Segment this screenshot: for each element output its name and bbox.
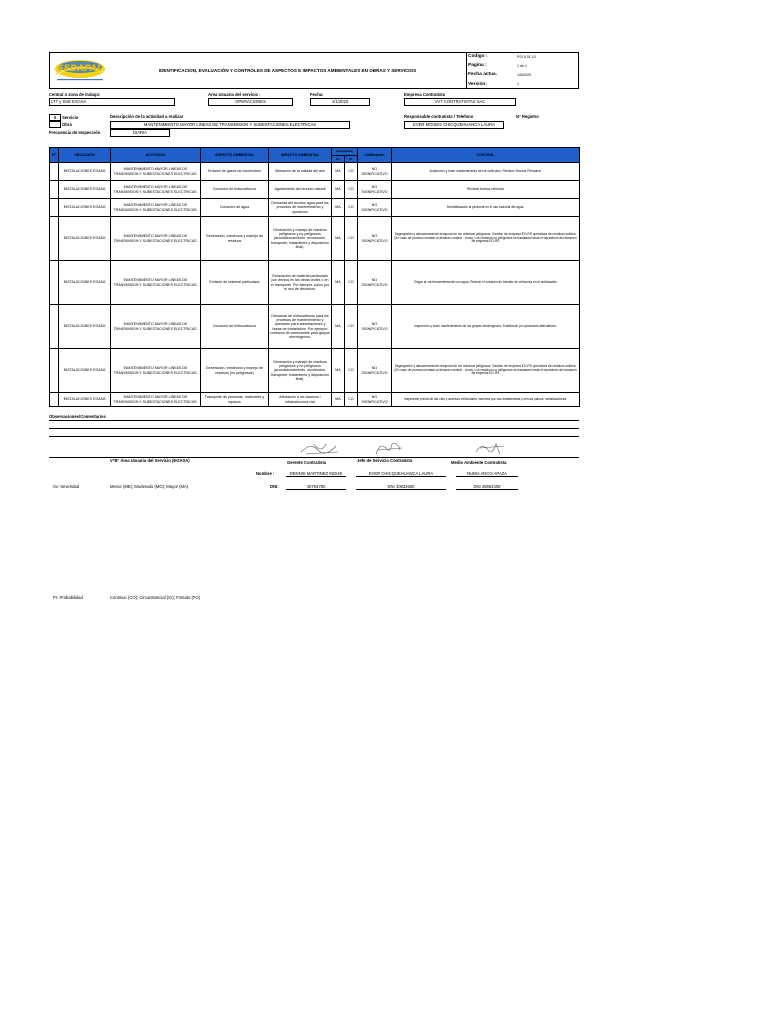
document-title: IDENTIFICACION, EVALUACIÓN Y CONTROLES DE ASPECTOS E IMPACTOS AMBIENTALES EN OBRAS Y SERVICIOS bbox=[158, 68, 417, 73]
cell-impacto: Generación y manejo de residuos peligrosos y no peligrosos (acondicionamiento, recolección, transporte, tratamiento y disposición final). bbox=[269, 217, 332, 261]
meta-version: Versión: 1 bbox=[468, 81, 519, 87]
medio-dni: DNI 45664308 bbox=[456, 484, 518, 490]
table-row bbox=[50, 393, 580, 407]
cell-calificacion: NO SIGNIFICATIVO bbox=[358, 181, 392, 199]
descripcion-label: Descripción de la actividad a realizar bbox=[110, 114, 184, 119]
registro-label: N° Registro bbox=[516, 114, 539, 119]
cell-actividad: MANTENIMIENTO MAYOR LINEAS DE TRANSMISION Y SUBESTACIONES ELECTRICAS. bbox=[111, 349, 201, 393]
cell-ubicacion: INSTALACIONES EGASA bbox=[59, 349, 111, 393]
cell-pr: CO bbox=[345, 261, 358, 305]
cell-pr: CO bbox=[345, 181, 358, 199]
cell-ubicacion: INSTALACIONES EGASA bbox=[59, 199, 111, 217]
header-sv: Sv bbox=[332, 155, 345, 163]
meta-page: Pagina : 1 de 1 bbox=[468, 63, 527, 69]
gerente-dni: 40764780 bbox=[286, 484, 346, 490]
table-row bbox=[50, 349, 580, 393]
cell-control: Inspección y buen mantenimiento de los vehiculos. Revisión Tecnica Periodica. bbox=[392, 163, 580, 181]
header-ubicacion: UBICACIÓN bbox=[59, 148, 111, 163]
empresa-label: Empresa Contratista bbox=[404, 92, 445, 97]
cell-pr: CO bbox=[345, 349, 358, 393]
centro-field[interactable]: LTT y SSE EGASA bbox=[49, 98, 175, 106]
obra-label: Obra bbox=[62, 122, 72, 127]
cell-pr: CO bbox=[345, 163, 358, 181]
obra-checkbox[interactable] bbox=[49, 121, 61, 128]
cell-impacto: Generación y manejo de residuos peligrosos y no peligrosos (acondicionamiento, recolección, transporte, tratamiento y disposición final). bbox=[269, 349, 332, 393]
servicio-checkbox[interactable]: X bbox=[49, 114, 61, 121]
table-row bbox=[50, 181, 580, 199]
cell-calificacion: NO SIGNIFICATIVO bbox=[358, 261, 392, 305]
cell-actividad: MANTENIMIENTO MAYOR LINEAS DE TRANSMISION Y SUBESTACIONES ELECTRICAS. bbox=[111, 305, 201, 349]
header-aspecto: ASPECTO AMBIENTAL bbox=[201, 148, 269, 163]
cell-aspecto: Generación, existencia y manejo de residuos (no peligrosos) bbox=[201, 349, 269, 393]
aspects-table bbox=[49, 147, 580, 407]
cell-actividad: MANTENIMIENTO MAYOR LINEAS DE TRANSMISION Y SUBESTACIONES ELECTRICAS. bbox=[111, 181, 201, 199]
jefe-signature bbox=[370, 440, 410, 458]
cell-calificacion: NO SIGNIFICATIVO bbox=[358, 199, 392, 217]
nombre-label: Nombre : bbox=[256, 471, 275, 476]
cell-pr: CO bbox=[345, 305, 358, 349]
header-impacto: IMPACTO AMBIENTAL bbox=[269, 148, 332, 163]
cell-sv: MA bbox=[332, 305, 345, 349]
cell-actividad: MANTENIMIENTO MAYOR LINEAS DE TRANSMISION Y SUBESTACIONES ELECTRICAS. bbox=[111, 163, 201, 181]
medio-name: NUBIA ANCO APAZA bbox=[456, 471, 518, 477]
legend-sv-text: Menor (ME); Moderado (MO); Mayor (MA) bbox=[110, 484, 189, 489]
header-actividad: ACTIVIDAD bbox=[111, 148, 201, 163]
header-num: N° bbox=[50, 148, 59, 163]
header-pr: Pr bbox=[345, 155, 358, 163]
meta-code: Código : PSI 5.01.10 bbox=[468, 54, 536, 60]
centro-label: Central o zona de trabajo: bbox=[49, 92, 101, 97]
cell-num bbox=[50, 393, 59, 407]
cell-num bbox=[50, 163, 59, 181]
cell-ubicacion: INSTALACIONES EGASA bbox=[59, 305, 111, 349]
table-row bbox=[50, 163, 580, 181]
table-row bbox=[50, 217, 580, 261]
cell-num bbox=[50, 349, 59, 393]
area-label: Area Usuaria del servicio : bbox=[208, 92, 261, 97]
dni-label: DNI: bbox=[270, 484, 279, 489]
frecuencia-label: Frecuencia de Inspección bbox=[49, 130, 101, 135]
frecuencia-field[interactable]: DIARIA bbox=[110, 129, 170, 137]
cell-control: Segregación y almacenamiento temporal de los residuos peligrosos. Gestión de empresa EO-RS operadora de residuos sólidos. (En caso de proceso mutado al almacen central - Lima). Los residuos no peligrosos se trasladan hasta el repositorio del almacen de empresa EO-RS bbox=[392, 349, 580, 393]
vb-label: V°B° Área Usuaria del Servicio (EGASA) bbox=[110, 458, 190, 463]
descripcion-field[interactable]: MANTENIMIENTO MAYOR LINEAS DE TRANSMISION Y SUBESTACIONES ELECTRICAS bbox=[110, 121, 350, 129]
empresa-field[interactable]: VVT CONTRATISTAS SAC bbox=[404, 98, 516, 106]
cell-control: Inspección y buen mantenimiento de los grupos electrógenos. Sustitución por productos alternativos. bbox=[392, 305, 580, 349]
table-row bbox=[50, 261, 580, 305]
observaciones-line-2 bbox=[49, 428, 579, 429]
cell-impacto: Afectación a los accesos / infraestructura vial bbox=[269, 393, 332, 407]
cell-pr: CO bbox=[345, 393, 358, 407]
cell-actividad: MANTENIMIENTO MAYOR LINEAS DE TRANSMISION Y SUBESTACIONES ELECTRICAS. bbox=[111, 393, 201, 407]
gerente-name: DENNIS MARTINEZ INDHE bbox=[286, 471, 346, 477]
header-evaluacion: Evaluación bbox=[332, 148, 358, 156]
cell-control: Segregación y almacenamiento temporal de los residuos peligrosos. Gestión de empresa EO-RS operadora de residuos sólidos. (En caso de proceso mutado al almacen central - Lima). Los residuos no peligrosos se trasladan hasta el repositorio del almacen de empresa EO-RS bbox=[392, 217, 580, 261]
legend-pr-label: Pr: Probabilidad bbox=[53, 595, 83, 600]
cell-ubicacion: INSTALACIONES EGASA bbox=[59, 217, 111, 261]
table-row bbox=[50, 199, 580, 217]
jefe-name: EVER CHICQUEHUANCA LAURA bbox=[356, 471, 446, 477]
responsable-field[interactable]: EVER MOISES CHICQUEHUANCA LAURA bbox=[404, 121, 504, 129]
legend-pr-text: Continuo (CO); Circunstancial (CI); Fortuito (FO) bbox=[110, 595, 201, 600]
servicio-label: Servicio bbox=[62, 115, 79, 120]
cell-impacto: Demanda del recurso agua para los procesos de mantenimiento y operación bbox=[269, 199, 332, 217]
cell-num bbox=[50, 199, 59, 217]
cell-calificacion: NO SIGNIFICATIVO bbox=[358, 393, 392, 407]
cell-aspecto: Generación, existencia y manejo de residuos bbox=[201, 217, 269, 261]
cell-sv: MA bbox=[332, 349, 345, 393]
cell-sv: MA bbox=[332, 261, 345, 305]
medio-signature bbox=[470, 440, 510, 458]
cell-num bbox=[50, 181, 59, 199]
meta-date: Fecha actua. 1/5/2020 bbox=[468, 72, 531, 78]
cell-calificacion: NO SIGNIFICATIVO bbox=[358, 217, 392, 261]
fecha-field[interactable]: 1/1/2020 bbox=[310, 98, 370, 106]
header-control: CONTROL bbox=[392, 148, 580, 163]
observaciones-line-3 bbox=[49, 436, 579, 437]
cell-actividad: MANTENIMIENTO MAYOR LINEAS DE TRANSMISION Y SUBESTACIONES ELECTRICAS. bbox=[111, 217, 201, 261]
jefe-dni: DNI 40832600 bbox=[356, 484, 446, 490]
company-logo bbox=[51, 54, 109, 87]
table-row bbox=[50, 305, 580, 349]
jefe-label: Jefe de Servicio Contratista bbox=[357, 458, 413, 463]
cell-aspecto: Consumo de hidrocarburos bbox=[201, 181, 269, 199]
cell-num bbox=[50, 261, 59, 305]
cell-calificacion: NO SIGNIFICATIVO bbox=[358, 305, 392, 349]
cell-calificacion: NO SIGNIFICATIVO bbox=[358, 163, 392, 181]
cell-impacto: Demanda de hidrocarburos para los procesos de mantenimiento y operación para subestaciones y líneas de transmisión. Por ejemplo: consumo de combustible para grupos electrógenos. bbox=[269, 305, 332, 349]
cell-impacto: Alteración de la calidad del aire bbox=[269, 163, 332, 181]
cell-num bbox=[50, 217, 59, 261]
cell-control: Regar la vía frecuentemente con agua. Reducir el volumen de tránsito de vehículos en el actividades bbox=[392, 261, 580, 305]
cell-control: Inspección previa de las vías y accesos vehiculares, barridos por uso establecidas y cercos parcos, señalizaciones. bbox=[392, 393, 580, 407]
cell-aspecto: Consumo de hidrocarburos bbox=[201, 305, 269, 349]
cell-sv: MA bbox=[332, 217, 345, 261]
cell-control: Revisión tecnica vehicular bbox=[392, 181, 580, 199]
cell-aspecto: Emisión de material particulado bbox=[201, 261, 269, 305]
cell-pr: CO bbox=[345, 217, 358, 261]
cell-sv: MA bbox=[332, 393, 345, 407]
cell-aspecto: Transporte de personas, materiales y equipos bbox=[201, 393, 269, 407]
cell-actividad: MANTENIMIENTO MAYOR LINEAS DE TRANSMISION Y SUBESTACIONES ELECTRICAS. bbox=[111, 199, 201, 217]
fecha-label: Fecha: bbox=[310, 92, 324, 97]
header-calificacion: Calificación bbox=[358, 148, 392, 163]
cell-control: Sensibilización al personal en el uso racional del agua. bbox=[392, 199, 580, 217]
cell-ubicacion: INSTALACIONES EGASA bbox=[59, 181, 111, 199]
svg-text:SEDAPAL: SEDAPAL bbox=[57, 64, 103, 74]
cell-sv: MA bbox=[332, 199, 345, 217]
cell-num bbox=[50, 305, 59, 349]
cell-ubicacion: INSTALACIONES EGASA bbox=[59, 163, 111, 181]
cell-sv: MA bbox=[332, 163, 345, 181]
observaciones-label: Observaciones/Comentarios bbox=[49, 414, 106, 419]
responsable-label: Responsable contratista / Telefono bbox=[404, 114, 474, 119]
document-meta bbox=[466, 52, 579, 89]
gerente-label: Gerente Contratista bbox=[287, 460, 327, 465]
cell-calificacion: NO SIGNIFICATIVO bbox=[358, 349, 392, 393]
medio-label: Medio Ambiente Contratista bbox=[451, 460, 507, 465]
cell-actividad: MANTENIMIENTO MAYOR LINEAS DE TRANSMISION Y SUBESTACIONES ELECTRICAS. bbox=[111, 261, 201, 305]
cell-pr: CO bbox=[345, 199, 358, 217]
cell-ubicacion: INSTALACIONES EGASA bbox=[59, 393, 111, 407]
cell-ubicacion: INSTALACIONES EGASA bbox=[59, 261, 111, 305]
cell-aspecto: Emisión de gases de combustión bbox=[201, 163, 269, 181]
legend-sv-label: Sv: Severidad bbox=[53, 484, 80, 489]
area-field[interactable]: OPERACIONES bbox=[208, 98, 293, 106]
observaciones-line-1 bbox=[49, 420, 579, 421]
cell-sv: MA bbox=[332, 181, 345, 199]
cell-impacto: Agotamiento del recurso natural bbox=[269, 181, 332, 199]
cell-aspecto: Consumo de agua bbox=[201, 199, 269, 217]
gerente-signature bbox=[296, 440, 346, 458]
cell-impacto: Generación de material particulado por vientos en las obras civiles o en el transporte. Por ejemplo: polvo por el uso de vehículos. bbox=[269, 261, 332, 305]
